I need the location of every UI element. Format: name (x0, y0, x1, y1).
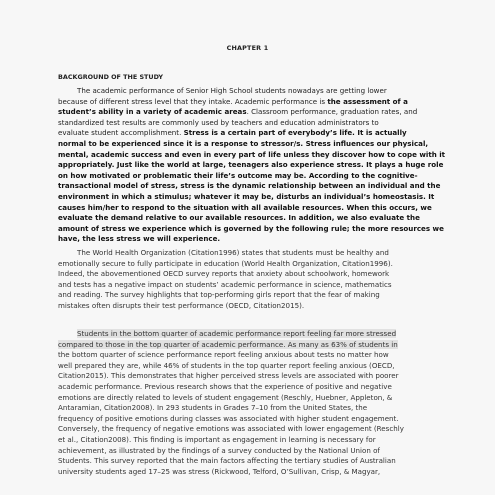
text-line: mistakes often disrupts their test performance (OECD, Citation2015). (58, 300, 305, 310)
text-line: on how motivated or problematic their life’s outcome may be. According to the cognitive- (58, 170, 418, 180)
text-line: appropriately. Just like the world at large, teenagers also experience stress. It plays a huge role (58, 160, 444, 170)
paragraph-1 (58, 86, 446, 245)
text-line: evaluate the demand relative to our available resources. In addition, we also evaluate the (58, 213, 420, 223)
text-line: student’s ability in a variety of academic areas. Classroom performance, graduation rates, and (58, 107, 418, 117)
text-line: Conversely, the frequency of negative emotions was associated with lower engagement (Reschly (58, 424, 404, 434)
text-line: amount of stress we experience which is governed by the following rule; the more resources we (58, 223, 444, 233)
text-line: have, the less stress we will experience. (58, 234, 221, 244)
text-line: university students aged 17–25 was stress (Rickwood, Telford, O’Sullivan, Crisp, & Magyar, (58, 466, 381, 476)
text-line: emotions are directly related to levels of student engagement (Reschly, Huebner, Appleton, & (58, 392, 393, 402)
text-line: mental, academic success and even in every part of life unless they discover how to cope with it (58, 149, 446, 159)
text-line: emotionally secure to fully participate in education (World Health Organization, Citation1996). (58, 258, 393, 268)
text-line: et al., Citation2008). This finding is important as engagement in learning is necessary for (58, 434, 376, 444)
section-heading: BACKGROUND OF THE STUDY (58, 73, 164, 81)
text-line: Students in the bottom quarter of academic performance report feeling far more stressed (77, 329, 397, 338)
text-line: transactional model of stress, stress is the dynamic relationship between an individual and the (58, 181, 441, 191)
text-line: Indeed, the abovementioned OECD survey reports that anxiety about schoolwork, homework (58, 269, 390, 279)
text-line: Antaramian, Citation2008). In 293 students in Grades 7–10 from the United States, the (58, 403, 368, 413)
text-line: well prepared they are, while 46% of students in the top quarter report feeling anxious (OECD, (58, 360, 395, 370)
text-line: normal to be experienced since it is a response to stressor/s. Stress influences our physical, (58, 138, 429, 148)
text-line: environment in which a stimulus; whatever it may be, disturbs an individual’s homeostasis. It (58, 191, 435, 201)
paragraph-3 (58, 329, 436, 477)
text-line: and reading. The survey highlights that top-performing girls report that the fear of making (58, 290, 380, 300)
text-line: Students. This survey reported that the main factors affecting the tertiary studies of Australian (58, 456, 396, 466)
text-line: the bottom quarter of science performance report feeling anxious about tests no matter how (58, 350, 389, 360)
chapter-heading: CHAPTER 1 (226, 44, 269, 52)
text-line: evaluate student accomplishment. Stress is a certain part of everybody’s life. It is actually (58, 128, 407, 138)
text-line: because of different stress level that they intake. Academic performance is the assessment of a (58, 96, 408, 106)
text-line: The World Health Organization (Citation1996) states that students must be healthy and (77, 248, 389, 257)
text-line: academic performance. Previous research shows that the experience of positive and negative (58, 381, 392, 391)
text-line: frequency of positive emotions during classes was associated with higher student engagement. (58, 413, 399, 423)
text-line: Citation2015). This demonstrates that higher perceived stress levels are associated with poorer (58, 371, 399, 381)
text-line: achievement, as illustrated by the findings of a survey conducted by the National Union of (58, 445, 380, 455)
text-line: compared to those in the top quarter of academic performance. As many as 63% of students in (58, 339, 398, 349)
text-line: and tests has a negative impact on students’ academic performance in science, mathematics (58, 279, 392, 289)
paragraph-2 (58, 248, 436, 312)
text-line: The academic performance of Senior High School students nowadays are getting lower (77, 86, 387, 95)
text-line: standardized test results are commonly used by teachers and education administrators to (58, 117, 379, 127)
text-line: causes him/her to respond to the situation with all available resources. When this occurs, we (58, 202, 432, 212)
